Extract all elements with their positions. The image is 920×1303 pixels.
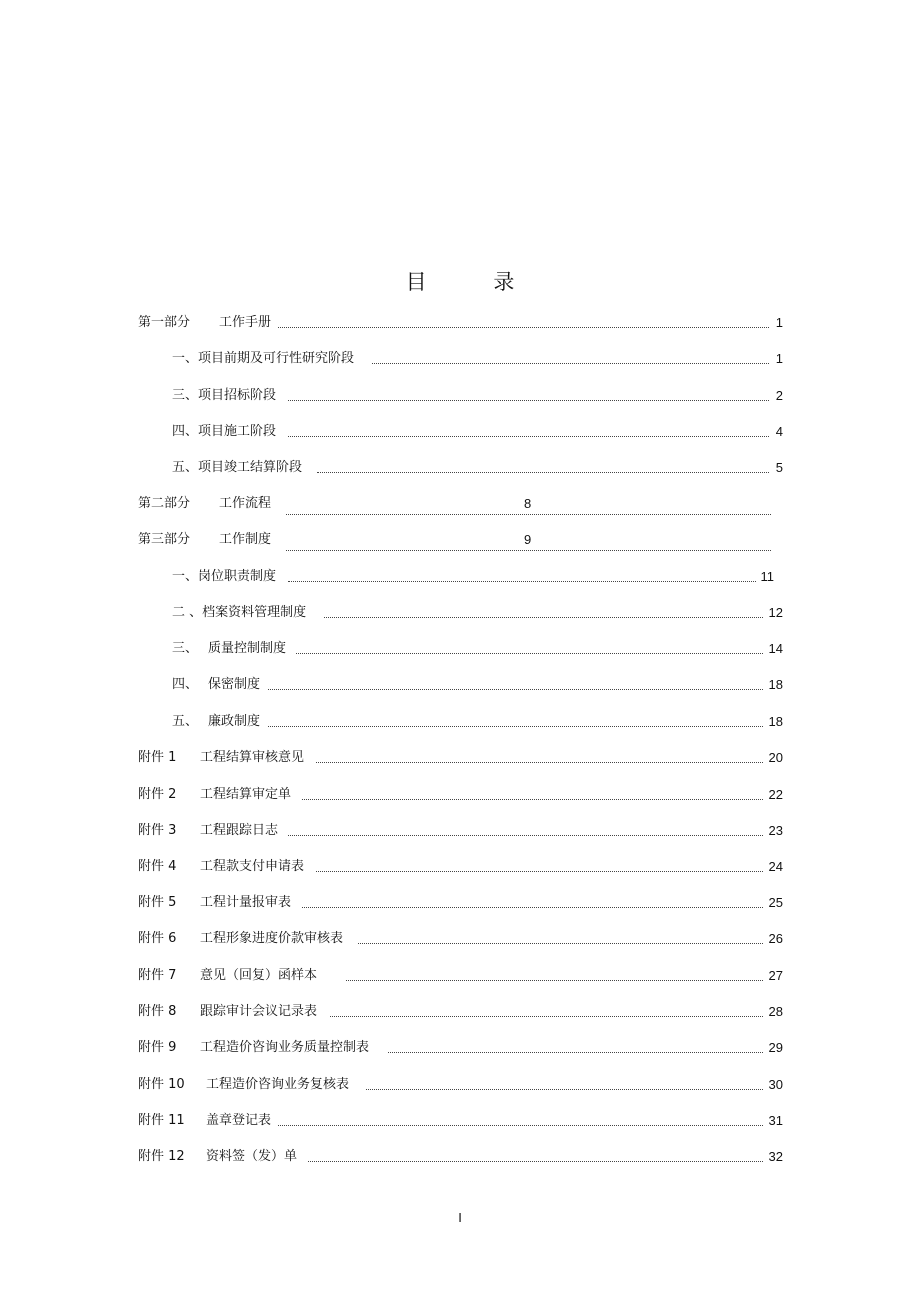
toc-entry-label: 五、项目竣工结算阶段	[172, 457, 302, 479]
toc-entry-appendix[interactable]	[138, 747, 783, 769]
toc-entry-page: 31	[768, 1113, 783, 1128]
toc-entry-page: 26	[768, 931, 783, 946]
dot-leader	[330, 1016, 763, 1017]
toc-entry-label: 工程跟踪日志	[200, 820, 278, 842]
toc-entry-section[interactable]	[172, 711, 783, 733]
dot-leader	[278, 1125, 763, 1126]
footer-page-number: I	[458, 1210, 462, 1225]
toc-entry-label: 工作手册	[219, 312, 271, 334]
toc-entry-page: 27	[768, 968, 783, 983]
toc-entry-page: 25	[768, 895, 783, 910]
toc-entry-page: 4	[775, 424, 783, 439]
dot-leader	[296, 653, 763, 654]
dot-leader	[316, 762, 763, 763]
toc-entry-prefix: 附件 6	[138, 931, 177, 946]
toc-entry-page: 28	[768, 1004, 783, 1019]
toc-entry-label: 保密制度	[208, 674, 260, 696]
toc-entry-prefix: 附件 2	[138, 787, 177, 802]
dot-leader	[316, 871, 763, 872]
dot-leader	[268, 689, 763, 690]
toc-entry-label: 盖章登记表	[206, 1110, 271, 1132]
toc-entry-page: 14	[768, 641, 783, 656]
dot-leader	[288, 400, 769, 401]
toc-entry-label: 四、项目施工阶段	[172, 421, 276, 443]
dot-leader	[308, 1161, 763, 1162]
dot-leader	[278, 327, 769, 328]
toc-title: 目 录	[405, 270, 545, 294]
toc-entry-prefix: 附件 3	[138, 823, 177, 838]
toc-entry-part-3[interactable]	[138, 529, 783, 551]
toc-entry-page: 29	[768, 1040, 783, 1055]
toc-entry-prefix: 三、	[172, 641, 199, 656]
toc-entry-label: 资料签（发）单	[206, 1146, 297, 1168]
toc-entry-part-2[interactable]	[138, 493, 783, 515]
toc-entry-appendix[interactable]	[138, 1110, 783, 1132]
toc-entry-page: 18	[768, 677, 783, 692]
toc-entry-page: 32	[768, 1149, 783, 1164]
toc-entry-section[interactable]	[172, 674, 783, 696]
toc-entry-page: 2	[775, 388, 783, 403]
toc-entry-page: 1	[775, 315, 783, 330]
toc-entry-appendix[interactable]	[138, 784, 783, 806]
toc-entry-page: 24	[768, 859, 783, 874]
toc-entry-prefix: 附件 7	[138, 968, 177, 983]
toc-entry-page: 11	[760, 569, 774, 584]
toc-entry-appendix[interactable]	[138, 1074, 783, 1096]
toc-entry-appendix[interactable]	[138, 1037, 783, 1059]
toc-entry-appendix[interactable]	[138, 856, 783, 878]
dot-leader	[268, 726, 763, 727]
toc-entry-page: 22	[768, 787, 783, 802]
toc-entry-page: 30	[768, 1077, 783, 1092]
toc-entry-label: 意见（回复）函样本	[200, 965, 317, 987]
toc-entry-section[interactable]	[172, 638, 783, 660]
toc-entry-label: 工程结算审定单	[200, 784, 291, 806]
toc-entry-prefix: 附件 10	[138, 1077, 185, 1092]
toc-entry-page: 18	[768, 714, 783, 729]
toc-entry-page: 8	[524, 496, 532, 511]
toc-entry-label: 工程造价咨询业务复核表	[206, 1074, 349, 1096]
dot-leader	[302, 799, 763, 800]
toc-entry-appendix[interactable]	[138, 892, 783, 914]
toc-entry-label: 工程造价咨询业务质量控制表	[200, 1037, 369, 1059]
toc-entry-label: 跟踪审计会议记录表	[200, 1001, 317, 1023]
toc-entry-appendix[interactable]	[138, 1146, 783, 1168]
toc-entry-appendix[interactable]	[138, 928, 783, 950]
toc-entry-section[interactable]	[172, 421, 783, 443]
toc-entry-prefix: 第三部分	[138, 532, 191, 547]
toc-entry-label: 廉政制度	[208, 711, 260, 733]
toc-entry-label: 工程计量报审表	[200, 892, 291, 914]
dot-leader	[288, 835, 763, 836]
toc-entry-label: 工程形象进度价款审核表	[200, 928, 343, 950]
dot-leader	[288, 436, 769, 437]
toc-entry-prefix: 第一部分	[138, 315, 191, 330]
toc-entry-label: 二 、档案资料管理制度	[172, 602, 306, 624]
toc-entry-section[interactable]	[172, 602, 783, 624]
toc-entry-label: 工作制度	[219, 529, 271, 551]
toc-entry-appendix[interactable]	[138, 820, 783, 842]
toc-entry-label: 工程款支付申请表	[200, 856, 304, 878]
toc-entry-page: 23	[768, 823, 783, 838]
toc-entry-page: 20	[768, 750, 783, 765]
toc-entry-section[interactable]	[172, 385, 783, 407]
dot-leader	[288, 581, 756, 582]
toc-entry-label: 质量控制制度	[208, 638, 286, 660]
toc-entry-prefix: 附件 8	[138, 1004, 177, 1019]
toc-entry-section[interactable]	[172, 566, 774, 588]
toc-entry-label: 工作流程	[219, 493, 271, 515]
toc-entry-section[interactable]	[172, 348, 783, 370]
toc-entry-prefix: 附件 12	[138, 1149, 185, 1164]
dot-leader	[366, 1089, 763, 1090]
toc-entry-prefix: 五、	[172, 714, 199, 729]
toc-entry-prefix: 附件 11	[138, 1113, 185, 1128]
dot-leader	[358, 943, 763, 944]
toc-entry-page: 1	[775, 351, 783, 366]
toc-entry-appendix[interactable]	[138, 965, 783, 987]
dot-leader	[317, 472, 769, 473]
toc-entry-prefix: 附件 9	[138, 1040, 177, 1055]
toc-entry-label: 三、项目招标阶段	[172, 385, 276, 407]
dot-leader	[346, 980, 763, 981]
toc-entry-page: 12	[768, 605, 783, 620]
toc-entry-prefix: 附件 4	[138, 859, 177, 874]
toc-entry-prefix: 第二部分	[138, 496, 191, 511]
toc-entry-section[interactable]	[172, 457, 783, 479]
toc-entry-part-1[interactable]	[138, 312, 783, 334]
dot-leader	[388, 1052, 763, 1053]
dot-leader	[324, 617, 763, 618]
toc-entry-label: 一、项目前期及可行性研究阶段	[172, 348, 354, 370]
toc-entry-prefix: 附件 1	[138, 750, 177, 765]
dot-leader	[372, 363, 769, 364]
toc-entry-label: 工程结算审核意见	[200, 747, 304, 769]
toc-entry-prefix: 附件 5	[138, 895, 177, 910]
toc-entry-page: 9	[524, 532, 532, 547]
toc-entry-prefix: 四、	[172, 677, 199, 692]
dot-leader	[302, 907, 763, 908]
toc-entry-page: 5	[775, 460, 783, 475]
toc-entry-appendix[interactable]	[138, 1001, 783, 1023]
toc-entry-label: 一、岗位职责制度	[172, 566, 276, 588]
